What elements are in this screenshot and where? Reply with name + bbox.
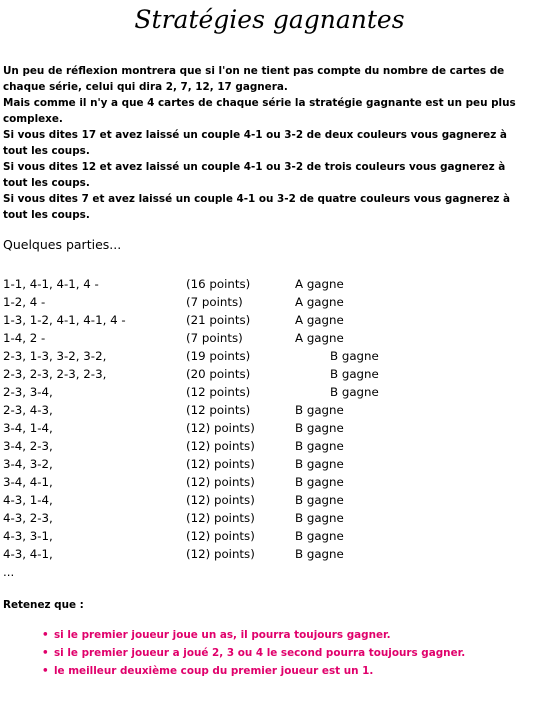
game-points: (16 points) xyxy=(186,277,251,291)
game-points: (20 points) xyxy=(186,367,251,381)
game-points: (7 points) xyxy=(186,331,243,345)
game-points: (12) points) xyxy=(186,439,255,453)
game-moves: 4-3, 2-3, xyxy=(3,511,53,525)
game-moves: 1-2, 4 - xyxy=(3,295,46,309)
game-row xyxy=(3,329,533,347)
advice-item xyxy=(42,662,532,680)
summary-heading: Retenez que : xyxy=(3,599,84,611)
game-row xyxy=(3,347,533,365)
game-winner: B gagne xyxy=(295,439,344,453)
game-points: (12) points) xyxy=(186,421,255,435)
games-heading: Quelques parties... xyxy=(3,237,122,252)
game-winner: B gagne xyxy=(295,547,344,561)
game-winner: B gagne xyxy=(295,457,344,471)
game-row xyxy=(3,311,533,329)
game-winner: A gagne xyxy=(295,277,344,291)
game-winner: B gagne xyxy=(295,403,344,417)
game-moves: 2-3, 3-4, xyxy=(3,385,53,399)
game-winner: B gagne xyxy=(330,367,379,381)
game-moves: 4-3, 1-4, xyxy=(3,493,53,507)
game-winner: A gagne xyxy=(295,331,344,345)
game-row xyxy=(3,401,533,419)
game-row xyxy=(3,473,533,491)
game-row xyxy=(3,383,533,401)
game-points: (12 points) xyxy=(186,385,251,399)
game-points: (12 points) xyxy=(186,403,251,417)
game-winner: A gagne xyxy=(295,295,344,309)
game-points: (12) points) xyxy=(186,457,255,471)
game-row xyxy=(3,509,533,527)
game-row xyxy=(3,455,533,473)
game-winner: B gagne xyxy=(295,529,344,543)
advice-list xyxy=(42,626,532,680)
game-winner: B gagne xyxy=(295,475,344,489)
game-row xyxy=(3,527,533,545)
game-moves: 4-3, 3-1, xyxy=(3,529,53,543)
game-row xyxy=(3,491,533,509)
games-ellipsis: ... xyxy=(3,565,15,579)
advice-text: si le premier joueur a joué 2, 3 ou 4 le second pourra toujours gagner. xyxy=(54,647,466,659)
game-row xyxy=(3,365,533,383)
game-moves: 3-4, 2-3, xyxy=(3,439,53,453)
game-moves: 1-1, 4-1, 4-1, 4 - xyxy=(3,277,99,291)
game-points: (12) points) xyxy=(186,529,255,543)
advice-item xyxy=(42,644,532,662)
bullet-icon: • xyxy=(42,629,49,641)
bullet-icon: • xyxy=(42,647,49,659)
advice-item xyxy=(42,626,532,644)
game-winner: B gagne xyxy=(295,493,344,507)
game-row xyxy=(3,293,533,311)
game-winner: B gagne xyxy=(295,511,344,525)
game-moves: 1-4, 2 - xyxy=(3,331,46,345)
advice-text: si le premier joueur joue un as, il pourra toujours gagner. xyxy=(54,629,391,641)
game-row xyxy=(3,545,533,563)
bullet-icon: • xyxy=(42,665,49,677)
game-points: (12) points) xyxy=(186,475,255,489)
games-list xyxy=(3,275,533,581)
game-moves: 2-3, 2-3, 2-3, 2-3, xyxy=(3,367,107,381)
game-moves: 1-3, 1-2, 4-1, 4-1, 4 - xyxy=(3,313,126,327)
page-title: Stratégies gagnantes xyxy=(134,5,405,34)
game-winner: B gagne xyxy=(295,421,344,435)
advice-text: le meilleur deuxième coup du premier joueur est un 1. xyxy=(54,665,374,677)
game-points: (12) points) xyxy=(186,547,255,561)
game-winner: B gagne xyxy=(330,385,379,399)
intro-paragraph: Si vous dites 7 et avez laissé un couple 4-1 ou 3-2 de quatre couleurs vous gagnerez à tout les coups. xyxy=(3,193,511,221)
game-moves: 3-4, 3-2, xyxy=(3,457,53,471)
game-points: (12) points) xyxy=(186,493,255,507)
game-points: (7 points) xyxy=(186,295,243,309)
game-winner: A gagne xyxy=(295,313,344,327)
intro-paragraph: Un peu de réflexion montrera que si l'on ne tient pas compte du nombre de cartes de chaque série, celui qui dira 2, 7, 12, 17 gagnera. xyxy=(3,65,505,93)
game-moves: 2-3, 4-3, xyxy=(3,403,53,417)
game-points: (19 points) xyxy=(186,349,251,363)
game-winner: B gagne xyxy=(330,349,379,363)
game-moves: 3-4, 1-4, xyxy=(3,421,53,435)
game-row xyxy=(3,419,533,437)
game-points: (12) points) xyxy=(186,511,255,525)
intro-paragraph: Mais comme il n'y a que 4 cartes de chaque série la stratégie gagnante est un peu plus complexe. xyxy=(3,97,516,125)
intro-paragraph: Si vous dites 17 et avez laissé un couple 4-1 ou 3-2 de deux couleurs vous gagnerez à tout les coups. xyxy=(3,129,507,157)
game-moves: 4-3, 4-1, xyxy=(3,547,53,561)
game-moves: 2-3, 1-3, 3-2, 3-2, xyxy=(3,349,107,363)
game-points: (21 points) xyxy=(186,313,251,327)
intro-paragraph: Si vous dites 12 et avez laissé un couple 4-1 ou 3-2 de trois couleurs vous gagnerez à tout les coups. xyxy=(3,161,506,189)
game-moves: 3-4, 4-1, xyxy=(3,475,53,489)
intro-text xyxy=(3,63,533,223)
game-row xyxy=(3,437,533,455)
game-row xyxy=(3,275,533,293)
